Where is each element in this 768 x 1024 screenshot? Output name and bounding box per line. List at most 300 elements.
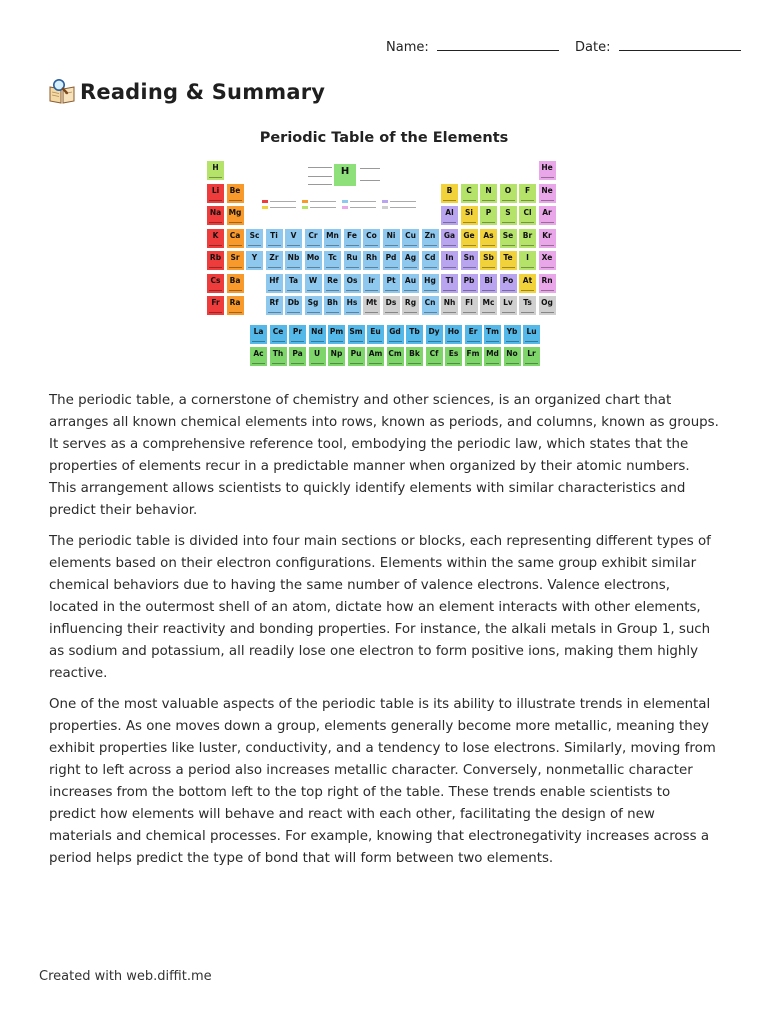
element-cell-yb (504, 325, 521, 344)
element-cell-i (519, 251, 536, 270)
element-cell-cr (305, 229, 322, 248)
element-detail-line (482, 312, 495, 313)
element-symbol: Eu (370, 326, 381, 336)
element-detail-line (369, 363, 382, 364)
element-symbol: Am (368, 349, 383, 358)
element-detail-line (502, 312, 515, 313)
element-cell-h (207, 161, 224, 180)
element-cell-fr (207, 296, 224, 315)
element-detail-line (252, 341, 265, 342)
element-cell-ag (402, 251, 419, 270)
element-symbol: Hs (346, 298, 358, 307)
element-cell-gd (387, 325, 404, 344)
element-cell-ca (227, 229, 244, 248)
element-symbol: Lv (503, 298, 513, 307)
element-cell-lr (523, 347, 540, 366)
element-cell-sm (348, 325, 365, 344)
element-detail-line (209, 200, 222, 201)
element-detail-line (248, 267, 261, 268)
element-symbol: Zn (424, 230, 436, 240)
element-cell-th (270, 347, 287, 366)
element-symbol: Gd (389, 326, 401, 336)
element-cell-mg (227, 206, 244, 225)
element-symbol: He (541, 163, 553, 172)
element-symbol: Ne (541, 185, 553, 195)
element-symbol: Cl (523, 208, 532, 217)
element-cell-sg (305, 296, 322, 315)
element-detail-line (287, 267, 300, 268)
element-detail-line (541, 200, 554, 201)
element-detail-line (229, 200, 242, 201)
element-detail-line (463, 267, 476, 268)
element-detail-line (521, 290, 534, 291)
element-detail-line (541, 267, 554, 268)
element-detail-line (428, 363, 441, 364)
element-symbol: W (308, 275, 318, 285)
element-detail-line (506, 363, 519, 364)
element-symbol: Th (272, 349, 284, 358)
element-cell-la (250, 325, 267, 344)
element-symbol: Zr (269, 253, 279, 262)
element-symbol: Pr (292, 326, 303, 336)
element-detail-line (404, 290, 417, 291)
element-cell-zr (266, 251, 283, 270)
element-cell-o (500, 184, 517, 203)
element-cell-al (441, 206, 458, 225)
element-detail-line (525, 341, 538, 342)
element-symbol: Fm (466, 349, 480, 358)
element-symbol: Ru (346, 253, 358, 262)
element-detail-line (307, 267, 320, 268)
element-symbol: Sm (349, 326, 363, 336)
element-detail-line (287, 245, 300, 246)
element-detail-line (350, 363, 363, 364)
element-cell-ce (270, 325, 287, 344)
element-symbol: Es (448, 349, 459, 358)
element-cell-ta (285, 274, 302, 293)
element-cell-np (328, 347, 345, 366)
element-cell-n (480, 184, 497, 203)
element-symbol: Ce (272, 326, 284, 336)
element-cell-w (305, 274, 322, 293)
book-magnifier-icon (48, 78, 76, 106)
element-symbol: As (483, 230, 494, 240)
element-symbol: Po (502, 275, 514, 285)
element-cell-cs (207, 274, 224, 293)
element-cell-at (519, 274, 536, 293)
element-symbol: Ba (229, 275, 241, 285)
element-symbol: Bh (326, 298, 339, 307)
element-cell-p (480, 206, 497, 225)
element-cell-bk (406, 347, 423, 366)
element-symbol: Ac (253, 349, 264, 358)
element-cell-as (480, 229, 497, 248)
element-detail-line (447, 341, 460, 342)
element-detail-line (502, 200, 515, 201)
element-detail-line (209, 245, 222, 246)
element-cell-ds (383, 296, 400, 315)
element-cell-xe (539, 251, 556, 270)
page-title-row (48, 78, 325, 106)
element-detail-line (443, 290, 456, 291)
element-symbol: Cd (424, 253, 436, 262)
element-symbol: Sg (307, 298, 319, 307)
element-detail-line (209, 177, 222, 178)
element-symbol: Ir (368, 275, 375, 285)
element-cell-hg (422, 274, 439, 293)
element-cell-po (500, 274, 517, 293)
element-detail-line (229, 290, 242, 291)
element-cell-ge (461, 229, 478, 248)
element-detail-line (463, 290, 476, 291)
element-detail-line (502, 222, 515, 223)
element-cell-fm (465, 347, 482, 366)
element-symbol: Cr (308, 230, 318, 240)
element-cell-s (500, 206, 517, 225)
element-detail-line (369, 341, 382, 342)
element-detail-line (229, 245, 242, 246)
element-detail-line (408, 363, 421, 364)
element-symbol: Mn (326, 230, 339, 240)
element-detail-line (408, 341, 421, 342)
element-cell-tb (406, 325, 423, 344)
element-cell-ir (363, 274, 380, 293)
element-cell-ar (539, 206, 556, 225)
element-detail-line (268, 245, 281, 246)
element-detail-line (311, 341, 324, 342)
legend-swatch-alkali (262, 200, 268, 203)
element-symbol: Ts (523, 298, 532, 307)
element-cell-ga (441, 229, 458, 248)
element-symbol: Li (211, 185, 220, 195)
element-cell-tl (441, 274, 458, 293)
element-symbol: Be (229, 185, 241, 195)
element-cell-md (484, 347, 501, 366)
element-detail-line (541, 245, 554, 246)
element-symbol: Nb (287, 253, 300, 262)
element-detail-line (521, 267, 534, 268)
element-cell-y (246, 251, 263, 270)
element-detail-line (209, 267, 222, 268)
element-detail-line (209, 222, 222, 223)
element-detail-line (346, 245, 359, 246)
element-detail-line (502, 267, 515, 268)
element-detail-line (447, 363, 460, 364)
element-symbol: Ca (229, 230, 241, 240)
element-symbol: Ra (229, 298, 241, 307)
element-symbol: Ar (542, 208, 552, 217)
element-detail-line (521, 245, 534, 246)
element-detail-line (209, 312, 222, 313)
name-date-row (386, 38, 741, 55)
element-symbol: Br (522, 230, 533, 240)
element-cell-lv (500, 296, 517, 315)
element-cell-au (402, 274, 419, 293)
element-detail-line (541, 177, 554, 178)
element-cell-nh (441, 296, 458, 315)
element-detail-line (209, 290, 222, 291)
element-symbol: Mt (365, 298, 378, 307)
figure-title: Periodic Table of the Elements (259, 130, 509, 146)
legend-swatch-noble (342, 206, 348, 209)
element-symbol: Kr (542, 230, 552, 240)
element-cell-pt (383, 274, 400, 293)
element-cell-eu (367, 325, 384, 344)
periodic-table-figure (200, 124, 568, 376)
element-cell-li (207, 184, 224, 203)
legend-swatch-post (382, 200, 388, 203)
element-symbol: Fl (465, 298, 473, 307)
element-symbol: Lr (527, 349, 536, 358)
element-symbol: Ta (288, 275, 299, 285)
element-cell-he (539, 161, 556, 180)
element-cell-v (285, 229, 302, 248)
element-detail-line (482, 267, 495, 268)
paragraph-2: The periodic table is divided into four main sections or blocks, each representing different types of elements based on their electron configurations. Elements within the same group exhibit similar chemical behaviors due to having the same number of valence electrons. Valence electrons, located in the outermost shell of an atom, dictate how an element interacts with other elements, influencing their reactivity and bonding properties. For instance, the alkali metals in Group 1, such as sodium and potassium, all readily lose one electron to form positive ions, making them highly reactive. (49, 534, 711, 681)
element-detail-line (385, 290, 398, 291)
element-symbol: Tl (445, 275, 454, 285)
element-cell-mo (305, 251, 322, 270)
element-detail-line (326, 245, 339, 246)
element-symbol: K (212, 230, 219, 240)
element-detail-line (482, 290, 495, 291)
element-symbol: In (445, 253, 454, 262)
element-symbol: Nd (311, 326, 323, 336)
element-cell-ra (227, 296, 244, 315)
element-detail-line (291, 341, 304, 342)
legend-swatch-unknown (382, 206, 388, 209)
element-cell-lu (523, 325, 540, 344)
element-detail-line (404, 245, 417, 246)
element-detail-line (326, 290, 339, 291)
element-detail-line (229, 222, 242, 223)
element-detail-line (287, 312, 300, 313)
element-symbol: Pu (350, 349, 362, 358)
element-symbol: La (253, 326, 264, 336)
element-symbol: V (290, 230, 297, 240)
element-detail-line (307, 312, 320, 313)
element-cell-zn (422, 229, 439, 248)
element-cell-cd (422, 251, 439, 270)
element-symbol: Yb (506, 326, 518, 336)
legend-text-line (350, 201, 376, 202)
element-detail-line (365, 312, 378, 313)
element-symbol: Hf (269, 275, 279, 285)
element-cell-k (207, 229, 224, 248)
element-cell-hs (344, 296, 361, 315)
element-detail-line (482, 245, 495, 246)
element-symbol: Cn (424, 298, 436, 307)
legend-text-line (390, 201, 416, 202)
element-detail-line (486, 341, 499, 342)
element-detail-line (385, 312, 398, 313)
element-detail-line (506, 341, 519, 342)
element-detail-line (330, 363, 343, 364)
element-symbol: Md (486, 349, 499, 358)
element-symbol: Rg (404, 298, 417, 307)
element-detail-line (326, 312, 339, 313)
legend-swatch-nonmetal (302, 206, 308, 209)
element-detail-line (467, 341, 480, 342)
element-detail-line (272, 363, 285, 364)
element-detail-line (443, 312, 456, 313)
name-field[interactable] (437, 38, 559, 51)
element-symbol: Cm (388, 349, 402, 358)
legend-text-line (270, 201, 296, 202)
element-cell-cu (402, 229, 419, 248)
legend-text-line (350, 207, 376, 208)
element-cell-rn (539, 274, 556, 293)
element-cell-si (461, 206, 478, 225)
element-symbol: Rh (365, 253, 378, 262)
element-symbol: Mg (228, 208, 242, 217)
element-cell-mt (363, 296, 380, 315)
element-detail-line (268, 290, 281, 291)
date-label: Date: (575, 40, 611, 55)
element-symbol: Hg (424, 275, 436, 285)
element-cell-rh (363, 251, 380, 270)
element-symbol: Sr (230, 253, 240, 262)
element-detail-line (428, 341, 441, 342)
element-cell-rg (402, 296, 419, 315)
element-detail-line (307, 245, 320, 246)
element-detail-line (326, 267, 339, 268)
element-detail-line (389, 341, 402, 342)
element-cell-tc (324, 251, 341, 270)
element-symbol: Te (503, 253, 513, 262)
element-cell-og (539, 296, 556, 315)
element-detail-line (443, 267, 456, 268)
element-symbol: Pb (463, 275, 475, 285)
element-detail-line (346, 312, 359, 313)
element-cell-sn (461, 251, 478, 270)
element-detail-line (541, 312, 554, 313)
element-cell-es (445, 347, 462, 366)
element-symbol: Mo (306, 253, 320, 262)
element-symbol: Pt (386, 275, 396, 285)
element-symbol: F (524, 185, 531, 195)
element-cell-pa (289, 347, 306, 366)
element-cell-pm (328, 325, 345, 344)
element-detail-line (248, 245, 261, 246)
element-detail-line (467, 363, 480, 364)
element-symbol: N (485, 185, 492, 195)
element-symbol: Ge (463, 230, 475, 240)
element-cell-u (309, 347, 326, 366)
key-guide-line (360, 168, 380, 169)
element-symbol: U (313, 349, 321, 358)
element-symbol: Rb (209, 253, 222, 262)
element-detail-line (463, 200, 476, 201)
element-cell-cl (519, 206, 536, 225)
element-symbol: Se (502, 230, 514, 240)
element-symbol: Bi (484, 275, 493, 285)
element-symbol: P (485, 208, 492, 217)
paragraph-1: The periodic table, a cornerstone of chemistry and other sciences, is an organized chart that arranges all known chemical elements into rows, known as periods, and columns, known as groups. It serves as a comprehensive reference tool, embodying the periodic law, which states that the properties of elements recur in a predictable manner when organized by their atomic numbers. This arrangement allows scientists to quickly identify elements with similar characteristics and predict their behavior. (49, 393, 719, 518)
element-symbol: Tb (409, 326, 420, 336)
element-symbol: Ti (270, 230, 278, 240)
element-detail-line (482, 222, 495, 223)
element-symbol: Lu (526, 326, 537, 336)
element-detail-line (311, 363, 324, 364)
element-detail-line (272, 341, 285, 342)
element-symbol: Si (465, 208, 473, 217)
element-detail-line (229, 267, 242, 268)
element-cell-db (285, 296, 302, 315)
date-field[interactable] (619, 38, 741, 51)
legend-swatch-transition (342, 200, 348, 203)
legend-text-line (390, 207, 416, 208)
element-cell-te (500, 251, 517, 270)
element-cell-bh (324, 296, 341, 315)
element-detail-line (404, 312, 417, 313)
element-detail-line (346, 290, 359, 291)
element-symbol: Pa (292, 349, 303, 358)
element-symbol: Ga (443, 230, 456, 240)
element-cell-fl (461, 296, 478, 315)
element-symbol: No (506, 349, 518, 358)
legend-text-line (310, 207, 336, 208)
element-symbol: H (212, 163, 219, 172)
element-symbol: Sc (249, 230, 260, 240)
element-cell-cn (422, 296, 439, 315)
element-symbol: Fr (211, 298, 220, 307)
element-cell-se (500, 229, 517, 248)
element-detail-line (350, 341, 363, 342)
element-cell-cm (387, 347, 404, 366)
element-symbol: Fe (347, 230, 357, 240)
element-detail-line (541, 290, 554, 291)
element-detail-line (525, 363, 538, 364)
key-guide-line (308, 184, 332, 185)
element-detail-line (424, 267, 437, 268)
element-cell-sb (480, 251, 497, 270)
element-cell-pu (348, 347, 365, 366)
element-symbol: Au (404, 275, 417, 285)
element-symbol: Y (251, 253, 258, 262)
element-detail-line (463, 245, 476, 246)
element-cell-be (227, 184, 244, 203)
element-cell-na (207, 206, 224, 225)
element-detail-line (424, 312, 437, 313)
element-symbol: Cu (405, 230, 416, 240)
element-symbol: Nh (443, 298, 456, 307)
legend-text-line (270, 207, 296, 208)
element-cell-hf (266, 274, 283, 293)
element-symbol: Rn (541, 275, 553, 285)
element-detail-line (268, 267, 281, 268)
name-label: Name: (386, 40, 429, 55)
element-symbol: Og (541, 298, 553, 307)
key-element-symbol: H (340, 166, 350, 177)
element-detail-line (424, 290, 437, 291)
element-detail-line (463, 312, 476, 313)
element-symbol: Os (346, 275, 358, 285)
key-element-sample (334, 164, 356, 186)
element-cell-ni (383, 229, 400, 248)
element-cell-in (441, 251, 458, 270)
element-cell-rf (266, 296, 283, 315)
element-cell-f (519, 184, 536, 203)
element-detail-line (482, 200, 495, 201)
element-symbol: Co (366, 230, 377, 240)
element-symbol: B (446, 185, 453, 195)
element-symbol: Ag (404, 253, 417, 262)
element-detail-line (365, 267, 378, 268)
element-detail-line (404, 267, 417, 268)
element-detail-line (443, 245, 456, 246)
element-detail-line (365, 290, 378, 291)
